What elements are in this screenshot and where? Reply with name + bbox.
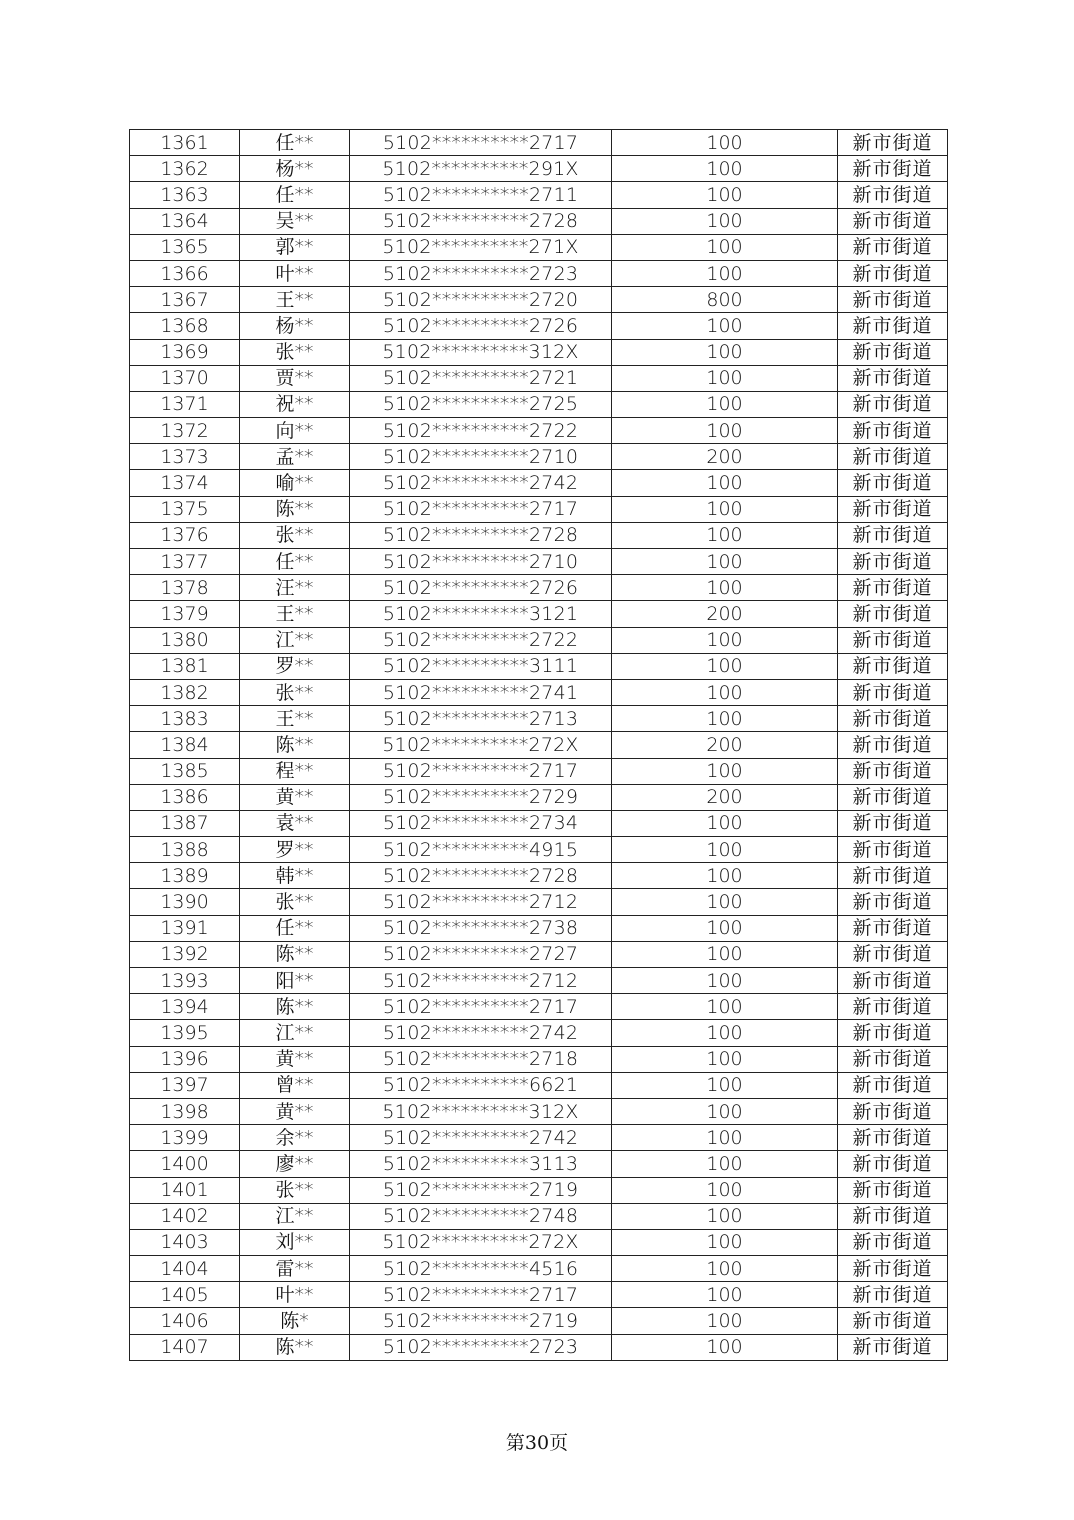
id-number-cell: 5102**********2728: [350, 522, 612, 548]
district-cell: 新市街道: [838, 496, 948, 522]
table-row: [130, 575, 948, 601]
name-cell: 张**: [240, 522, 350, 548]
table-row: [130, 758, 948, 784]
district-cell: 新市街道: [838, 365, 948, 391]
row-index-cell: 1361: [130, 130, 240, 156]
name-cell: 黄**: [240, 784, 350, 810]
name-cell: 任**: [240, 182, 350, 208]
amount-cell: 100: [612, 1046, 838, 1072]
id-number-cell: 5102**********2727: [350, 941, 612, 967]
district-cell: 新市街道: [838, 941, 948, 967]
amount-cell: 100: [612, 915, 838, 941]
row-index-cell: 1363: [130, 182, 240, 208]
name-cell: 杨**: [240, 313, 350, 339]
id-number-cell: 5102**********2728: [350, 863, 612, 889]
amount-cell: 100: [612, 1308, 838, 1334]
name-cell: 孟**: [240, 444, 350, 470]
table-row: [130, 601, 948, 627]
amount-cell: 100: [612, 1020, 838, 1046]
row-index-cell: 1394: [130, 994, 240, 1020]
district-cell: 新市街道: [838, 1177, 948, 1203]
district-cell: 新市街道: [838, 234, 948, 260]
amount-cell: 100: [612, 1229, 838, 1255]
name-cell: 张**: [240, 1177, 350, 1203]
row-index-cell: 1382: [130, 679, 240, 705]
name-cell: 叶**: [240, 260, 350, 286]
amount-cell: 200: [612, 784, 838, 810]
amount-cell: 100: [612, 679, 838, 705]
district-cell: 新市街道: [838, 1334, 948, 1360]
amount-cell: 100: [612, 182, 838, 208]
row-index-cell: 1398: [130, 1098, 240, 1124]
amount-cell: 100: [612, 418, 838, 444]
table-row: [130, 968, 948, 994]
id-number-cell: 5102**********2725: [350, 391, 612, 417]
district-cell: 新市街道: [838, 706, 948, 732]
row-index-cell: 1395: [130, 1020, 240, 1046]
amount-cell: 100: [612, 260, 838, 286]
district-cell: 新市街道: [838, 1151, 948, 1177]
id-number-cell: 5102**********2728: [350, 208, 612, 234]
table-row: [130, 391, 948, 417]
district-cell: 新市街道: [838, 260, 948, 286]
amount-cell: 800: [612, 287, 838, 313]
id-number-cell: 5102**********2741: [350, 679, 612, 705]
row-index-cell: 1373: [130, 444, 240, 470]
table-row: [130, 444, 948, 470]
row-index-cell: 1370: [130, 365, 240, 391]
row-index-cell: 1406: [130, 1308, 240, 1334]
table-row: [130, 1098, 948, 1124]
id-number-cell: 5102**********2711: [350, 182, 612, 208]
district-cell: 新市街道: [838, 1072, 948, 1098]
table-row: [130, 889, 948, 915]
id-number-cell: 5102**********2734: [350, 810, 612, 836]
row-index-cell: 1407: [130, 1334, 240, 1360]
table-row: [130, 653, 948, 679]
row-index-cell: 1402: [130, 1203, 240, 1229]
name-cell: 王**: [240, 601, 350, 627]
id-number-cell: 5102**********2729: [350, 784, 612, 810]
district-cell: 新市街道: [838, 889, 948, 915]
name-cell: 陈*: [240, 1308, 350, 1334]
id-number-cell: 5102**********2723: [350, 260, 612, 286]
name-cell: 任**: [240, 915, 350, 941]
district-cell: 新市街道: [838, 1203, 948, 1229]
id-number-cell: 5102**********2717: [350, 496, 612, 522]
name-cell: 张**: [240, 889, 350, 915]
table-row: [130, 941, 948, 967]
amount-cell: 100: [612, 627, 838, 653]
table-row: [130, 1229, 948, 1255]
table-row: [130, 915, 948, 941]
table-row: [130, 313, 948, 339]
id-number-cell: 5102**********2717: [350, 130, 612, 156]
district-cell: 新市街道: [838, 182, 948, 208]
name-cell: 王**: [240, 287, 350, 313]
amount-cell: 100: [612, 653, 838, 679]
row-index-cell: 1374: [130, 470, 240, 496]
table-row: [130, 837, 948, 863]
district-cell: 新市街道: [838, 784, 948, 810]
table-row: [130, 260, 948, 286]
table-row: [130, 679, 948, 705]
table-row: [130, 1282, 948, 1308]
id-number-cell: 5102**********2710: [350, 444, 612, 470]
table-row: [130, 339, 948, 365]
district-cell: 新市街道: [838, 287, 948, 313]
name-cell: 杨**: [240, 156, 350, 182]
row-index-cell: 1376: [130, 522, 240, 548]
id-number-cell: 5102**********2719: [350, 1177, 612, 1203]
district-cell: 新市街道: [838, 1098, 948, 1124]
row-index-cell: 1367: [130, 287, 240, 313]
row-index-cell: 1390: [130, 889, 240, 915]
name-cell: 张**: [240, 679, 350, 705]
row-index-cell: 1393: [130, 968, 240, 994]
amount-cell: 100: [612, 1203, 838, 1229]
table-row: [130, 496, 948, 522]
amount-cell: 100: [612, 810, 838, 836]
roster-table-body: [130, 130, 948, 1361]
row-index-cell: 1387: [130, 810, 240, 836]
amount-cell: 100: [612, 1282, 838, 1308]
id-number-cell: 5102**********2713: [350, 706, 612, 732]
row-index-cell: 1366: [130, 260, 240, 286]
district-cell: 新市街道: [838, 1256, 948, 1282]
id-number-cell: 5102**********2719: [350, 1308, 612, 1334]
name-cell: 祝**: [240, 391, 350, 417]
name-cell: 任**: [240, 549, 350, 575]
name-cell: 任**: [240, 130, 350, 156]
district-cell: 新市街道: [838, 1125, 948, 1151]
row-index-cell: 1383: [130, 706, 240, 732]
amount-cell: 100: [612, 365, 838, 391]
id-number-cell: 5102**********4915: [350, 837, 612, 863]
name-cell: 陈**: [240, 941, 350, 967]
district-cell: 新市街道: [838, 627, 948, 653]
id-number-cell: 5102**********3113: [350, 1151, 612, 1177]
id-number-cell: 5102**********312X: [350, 1098, 612, 1124]
name-cell: 韩**: [240, 863, 350, 889]
row-index-cell: 1368: [130, 313, 240, 339]
amount-cell: 100: [612, 1072, 838, 1098]
row-index-cell: 1389: [130, 863, 240, 889]
amount-cell: 100: [612, 863, 838, 889]
name-cell: 廖**: [240, 1151, 350, 1177]
amount-cell: 100: [612, 706, 838, 732]
district-cell: 新市街道: [838, 549, 948, 575]
amount-cell: 200: [612, 444, 838, 470]
table-row: [130, 1203, 948, 1229]
amount-cell: 100: [612, 889, 838, 915]
row-index-cell: 1404: [130, 1256, 240, 1282]
amount-cell: 200: [612, 601, 838, 627]
row-index-cell: 1391: [130, 915, 240, 941]
district-cell: 新市街道: [838, 391, 948, 417]
amount-cell: 100: [612, 758, 838, 784]
district-cell: 新市街道: [838, 470, 948, 496]
table-row: [130, 549, 948, 575]
name-cell: 江**: [240, 1203, 350, 1229]
table-row: [130, 627, 948, 653]
amount-cell: 100: [612, 496, 838, 522]
table-row: [130, 130, 948, 156]
row-index-cell: 1385: [130, 758, 240, 784]
table-row: [130, 1308, 948, 1334]
row-index-cell: 1399: [130, 1125, 240, 1151]
table-row: [130, 234, 948, 260]
amount-cell: 100: [612, 1098, 838, 1124]
id-number-cell: 5102**********272X: [350, 732, 612, 758]
table-row: [130, 706, 948, 732]
table-row: [130, 365, 948, 391]
row-index-cell: 1386: [130, 784, 240, 810]
name-cell: 余**: [240, 1125, 350, 1151]
name-cell: 袁**: [240, 810, 350, 836]
district-cell: 新市街道: [838, 418, 948, 444]
name-cell: 郭**: [240, 234, 350, 260]
amount-cell: 100: [612, 156, 838, 182]
amount-cell: 100: [612, 1334, 838, 1360]
district-cell: 新市街道: [838, 679, 948, 705]
amount-cell: 100: [612, 1177, 838, 1203]
row-index-cell: 1377: [130, 549, 240, 575]
id-number-cell: 5102**********2721: [350, 365, 612, 391]
id-number-cell: 5102**********3111: [350, 653, 612, 679]
table-row: [130, 1177, 948, 1203]
district-cell: 新市街道: [838, 130, 948, 156]
district-cell: 新市街道: [838, 915, 948, 941]
name-cell: 刘**: [240, 1229, 350, 1255]
district-cell: 新市街道: [838, 575, 948, 601]
district-cell: 新市街道: [838, 156, 948, 182]
district-cell: 新市街道: [838, 1020, 948, 1046]
amount-cell: 100: [612, 1256, 838, 1282]
row-index-cell: 1405: [130, 1282, 240, 1308]
district-cell: 新市街道: [838, 444, 948, 470]
table-row: [130, 522, 948, 548]
id-number-cell: 5102**********2717: [350, 994, 612, 1020]
amount-cell: 100: [612, 837, 838, 863]
id-number-cell: 5102**********2748: [350, 1203, 612, 1229]
table-row: [130, 810, 948, 836]
row-index-cell: 1372: [130, 418, 240, 444]
table-row: [130, 208, 948, 234]
row-index-cell: 1392: [130, 941, 240, 967]
id-number-cell: 5102**********291X: [350, 156, 612, 182]
district-cell: 新市街道: [838, 810, 948, 836]
name-cell: 雷**: [240, 1256, 350, 1282]
table-row: [130, 1020, 948, 1046]
page-number: 第30页: [505, 1432, 569, 1454]
name-cell: 罗**: [240, 837, 350, 863]
table-row: [130, 994, 948, 1020]
id-number-cell: 5102**********2742: [350, 470, 612, 496]
district-cell: 新市街道: [838, 732, 948, 758]
id-number-cell: 5102**********2712: [350, 889, 612, 915]
name-cell: 喻**: [240, 470, 350, 496]
row-index-cell: 1400: [130, 1151, 240, 1177]
id-number-cell: 5102**********2720: [350, 287, 612, 313]
district-cell: 新市街道: [838, 994, 948, 1020]
table-row: [130, 1072, 948, 1098]
row-index-cell: 1365: [130, 234, 240, 260]
district-cell: 新市街道: [838, 968, 948, 994]
row-index-cell: 1364: [130, 208, 240, 234]
row-index-cell: 1384: [130, 732, 240, 758]
row-index-cell: 1369: [130, 339, 240, 365]
id-number-cell: 5102**********2717: [350, 758, 612, 784]
amount-cell: 100: [612, 130, 838, 156]
name-cell: 江**: [240, 1020, 350, 1046]
district-cell: 新市街道: [838, 1282, 948, 1308]
name-cell: 叶**: [240, 1282, 350, 1308]
name-cell: 曾**: [240, 1072, 350, 1098]
id-number-cell: 5102**********2718: [350, 1046, 612, 1072]
district-cell: 新市街道: [838, 208, 948, 234]
amount-cell: 100: [612, 391, 838, 417]
row-index-cell: 1375: [130, 496, 240, 522]
name-cell: 黄**: [240, 1046, 350, 1072]
name-cell: 张**: [240, 339, 350, 365]
table-row: [130, 784, 948, 810]
table-row: [130, 1256, 948, 1282]
name-cell: 汪**: [240, 575, 350, 601]
amount-cell: 100: [612, 470, 838, 496]
row-index-cell: 1401: [130, 1177, 240, 1203]
row-index-cell: 1380: [130, 627, 240, 653]
table-row: [130, 1046, 948, 1072]
id-number-cell: 5102**********272X: [350, 1229, 612, 1255]
name-cell: 江**: [240, 627, 350, 653]
amount-cell: 100: [612, 234, 838, 260]
name-cell: 王**: [240, 706, 350, 732]
district-cell: 新市街道: [838, 863, 948, 889]
amount-cell: 100: [612, 1151, 838, 1177]
row-index-cell: 1362: [130, 156, 240, 182]
table-row: [130, 863, 948, 889]
district-cell: 新市街道: [838, 1046, 948, 1072]
table-row: [130, 1125, 948, 1151]
amount-cell: 100: [612, 994, 838, 1020]
amount-cell: 100: [612, 313, 838, 339]
row-index-cell: 1396: [130, 1046, 240, 1072]
district-cell: 新市街道: [838, 653, 948, 679]
amount-cell: 100: [612, 968, 838, 994]
id-number-cell: 5102**********2722: [350, 627, 612, 653]
district-cell: 新市街道: [838, 837, 948, 863]
id-number-cell: 5102**********6621: [350, 1072, 612, 1098]
name-cell: 向**: [240, 418, 350, 444]
id-number-cell: 5102**********2742: [350, 1125, 612, 1151]
id-number-cell: 5102**********2717: [350, 1282, 612, 1308]
row-index-cell: 1371: [130, 391, 240, 417]
row-index-cell: 1381: [130, 653, 240, 679]
row-index-cell: 1403: [130, 1229, 240, 1255]
name-cell: 罗**: [240, 653, 350, 679]
amount-cell: 100: [612, 208, 838, 234]
table-row: [130, 156, 948, 182]
id-number-cell: 5102**********4516: [350, 1256, 612, 1282]
roster-table: [129, 129, 948, 1361]
district-cell: 新市街道: [838, 1308, 948, 1334]
table-row: [130, 1334, 948, 1360]
row-index-cell: 1378: [130, 575, 240, 601]
table-row: [130, 418, 948, 444]
id-number-cell: 5102**********2723: [350, 1334, 612, 1360]
id-number-cell: 5102**********2726: [350, 313, 612, 339]
table-row: [130, 732, 948, 758]
id-number-cell: 5102**********2710: [350, 549, 612, 575]
id-number-cell: 5102**********3121: [350, 601, 612, 627]
table-row: [130, 470, 948, 496]
district-cell: 新市街道: [838, 313, 948, 339]
name-cell: 陈**: [240, 1334, 350, 1360]
row-index-cell: 1388: [130, 837, 240, 863]
name-cell: 黄**: [240, 1098, 350, 1124]
name-cell: 阳**: [240, 968, 350, 994]
amount-cell: 100: [612, 522, 838, 548]
table-row: [130, 287, 948, 313]
id-number-cell: 5102**********2712: [350, 968, 612, 994]
name-cell: 陈**: [240, 994, 350, 1020]
id-number-cell: 5102**********2726: [350, 575, 612, 601]
amount-cell: 100: [612, 575, 838, 601]
id-number-cell: 5102**********2722: [350, 418, 612, 444]
id-number-cell: 5102**********2738: [350, 915, 612, 941]
district-cell: 新市街道: [838, 522, 948, 548]
id-number-cell: 5102**********2742: [350, 1020, 612, 1046]
amount-cell: 200: [612, 732, 838, 758]
name-cell: 贾**: [240, 365, 350, 391]
name-cell: 陈**: [240, 732, 350, 758]
name-cell: 程**: [240, 758, 350, 784]
row-index-cell: 1397: [130, 1072, 240, 1098]
district-cell: 新市街道: [838, 1229, 948, 1255]
amount-cell: 100: [612, 549, 838, 575]
id-number-cell: 5102**********312X: [350, 339, 612, 365]
name-cell: 吴**: [240, 208, 350, 234]
row-index-cell: 1379: [130, 601, 240, 627]
district-cell: 新市街道: [838, 339, 948, 365]
amount-cell: 100: [612, 1125, 838, 1151]
amount-cell: 100: [612, 941, 838, 967]
district-cell: 新市街道: [838, 758, 948, 784]
table-row: [130, 182, 948, 208]
amount-cell: 100: [612, 339, 838, 365]
table-row: [130, 1151, 948, 1177]
district-cell: 新市街道: [838, 601, 948, 627]
name-cell: 陈**: [240, 496, 350, 522]
id-number-cell: 5102**********271X: [350, 234, 612, 260]
